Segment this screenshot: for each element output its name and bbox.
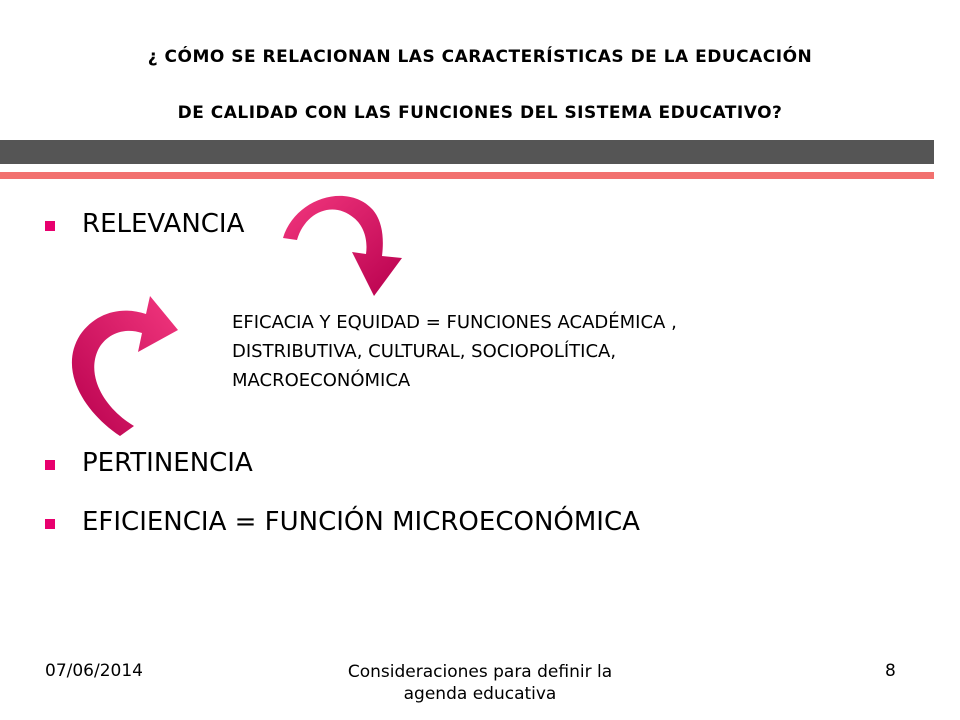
bullet-eficiencia: EFICIENCIA = FUNCIÓN MICROECONÓMICA <box>82 507 640 537</box>
bullet-pertinencia: PERTINENCIA <box>82 448 253 478</box>
footer-page-number: 8 <box>885 661 896 681</box>
footer-date: 07/06/2014 <box>45 661 143 681</box>
footer-title-line-2: agenda educativa <box>403 684 557 704</box>
footer-title-line-1: Consideraciones para definir la <box>347 662 613 682</box>
eficacia-line-3: MACROECONÓMICA <box>232 370 411 391</box>
slide-title-line-1: ¿ CÓMO SE RELACIONAN LAS CARACTERÍSTICAS DE LA EDUCACIÓN <box>147 47 813 67</box>
slide-title-line-2: DE CALIDAD CON LAS FUNCIONES DEL SISTEMA EDUCATIVO? <box>177 103 783 123</box>
footer-title <box>300 661 660 705</box>
bullet-relevancia: RELEVANCIA <box>82 209 245 239</box>
curved-arrow-top-icon <box>283 196 402 296</box>
curved-arrow-left-icon <box>72 296 178 436</box>
eficacia-line-1: EFICACIA Y EQUIDAD = FUNCIONES ACADÉMICA , <box>232 312 677 333</box>
eficacia-line-2: DISTRIBUTIVA, CULTURAL, SOCIOPOLÍTICA, <box>232 341 617 362</box>
